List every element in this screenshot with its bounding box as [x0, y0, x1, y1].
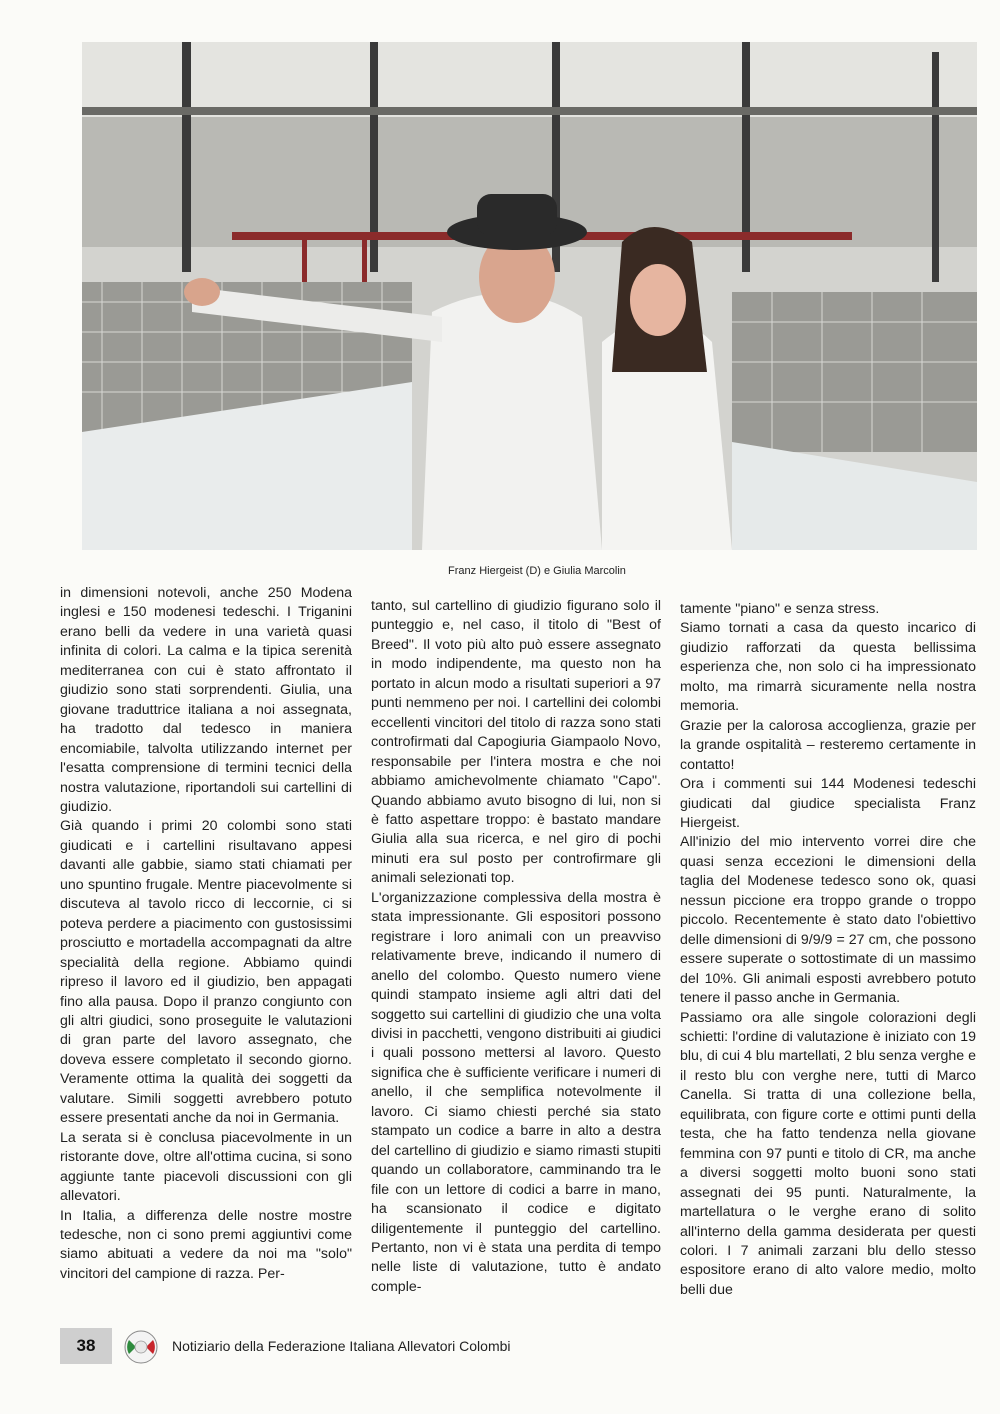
paragraph: tanto, sul cartellino di giudizio figurano solo il punteggio e, nel caso, il titolo di "Best of Breed". Il voto più alto può essere assegnato in modo indipendente, ma questo non ha portato in alcun modo a risultati superiori a 97 punti nemmeno per noi. I cartellini dei colombi eccellenti vincitori del titolo di razza sono stati controfirmati dal Capogiuria Giampaolo Novo, responsabile per l'intera mostra e che noi abbiamo amichevolmente chiamato "Capo". Quando abbiamo avuto bisogno di lui, non si è fatto aspettare troppo: è bastato mandare Giulia alla sua ricerca, e nel giro di pochi minuti era sul posto per controfirmare gli animali selezionati top.	[371, 598, 661, 887]
paragraph: Già quando i primi 20 colombi sono stati giudicati e i cartellini risultavano appesi davanti alle gabbie, siamo stati chiamati per uno spuntino frugale. Mentre piacevolmente si discuteva al tavolo ricco di leccornie, ci si poteva perdere a piacimento con gustosissimi prosciutto e mortadella accompagnati da altre specialità della regione. Abbiamo quindi ripreso il lavoro ed il giudizio, ben appagati fino alla pausa. Dopo il pranzo congiunto con gli altri giudici, sono proseguite le valutazioni di gran parte del lavoro assegnato, che doveva essere completato il secondo giorno. Veramente ottima la qualità dei soggetti da valutare. Simili soggetti avrebbero potuto essere presentati anche da noi in Germania.	[60, 818, 352, 1127]
text-column-1	[60, 584, 352, 1284]
paragraph: Ora i commenti sui 144 Modenesi tedeschi giudicati dal giudice specialista Franz Hiergeist.	[680, 776, 976, 831]
paragraph: La serata si è conclusa piacevolmente in un ristorante dove, oltre all'ottima cucina, si sono aggiunte tante piacevoli discussioni con gli allevatori.	[60, 1129, 352, 1205]
fiac-logo-icon	[124, 1330, 158, 1364]
article-photo	[82, 42, 977, 550]
publication-title: Notiziario della Federazione Italiana Allevatori Colombi	[172, 1338, 511, 1354]
paragraph: Siamo tornati a casa da questo incarico di giudizio rafforzati da questa bellissima esperienza che, non solo ci ha impressionato molto, ma rimarrà sicuramente nella nostra memoria.	[680, 620, 976, 715]
page-footer	[58, 1328, 978, 1368]
paragraph: L'organizzazione complessiva della mostra è stata impressionante. Gli espositori possono registrare i loro animali con un preavviso relativamente breve, indicando il numero di anello del colombo. Questo numero viene quindi stampato insieme agli altri dati del soggetto sui cartellini di giudizio che una volta divisi in pacchetti, vengono distribuiti ai giudici i quali possono mettersi al lavoro. Questo significa che è sufficiente verificare i numeri di anello, il che semplifica notevolmente il lavoro. Ci siamo chiesti perché sia stato stampato un codice a barre in alto a destra del cartellino di giudizio e siamo rimasti stupiti quando un collaboratore, camminando tra le file con un lettore di codici a barre in mano, ha scansionato il codice e digitato diligentemente il punteggio del cartellino. Pertanto, non vi è stata una perdita di tempo nelle liste di valutazione, tutto è andato comple-	[371, 889, 661, 1295]
text-column-3	[680, 600, 976, 1300]
text-column-2	[371, 597, 661, 1297]
page-number: 38	[60, 1328, 112, 1364]
paragraph: All'inizio del mio intervento vorrei dire che quasi senza eccezioni le dimensioni della taglia del Modenese tedesco sono ok, quasi nessun piccione era troppo grande o troppo piccolo. Recentemente è stato dato l'obiettivo delle dimensioni di 9/9/9 = 27 cm, che possono essere superate o sottostimate di un massimo del 10%. Gli animali esposti avrebbero potuto tenere il passo anche in Germania.	[680, 834, 976, 1007]
paragraph: In Italia, a differenza delle nostre mostre tedesche, non ci sono premi aggiuntivi come siamo abituati a vedere da noi ma "solo" vincitori del campione di razza. Per-	[60, 1207, 352, 1282]
paragraph: in dimensioni notevoli, anche 250 Modena inglesi e 150 modenesi tedeschi. I Triganini erano belli da vedere in una varietà quasi infinita di colori. La calma e la tipica serenità mediterranea con cui è stato affrontato il giudizio sono stati sorprendenti. Giulia, una giovane traduttrice italiana a noi assegnata, ha tradotto dal tedesco in maniera encomiabile, talvolta utilizzando internet per l'esatta comprensione di termini tecnici della nostra valutazione, riportandoli sui cartellini di giudizio.	[60, 585, 352, 815]
paragraph: Passiamo ora alle singole colorazioni degli schietti: l'ordine di valutazione è iniziato con 19 blu, di cui 4 blu martellati, 2 blu senza verghe e il resto blu con verghe nere, tutti di Marco Canella. Si tratta di una collezione bella, equilibrata, con figure corte e ottimi punti della testa, che ha fatto tendenza nella giovane femmina con 97 punti e titolo di CR, ma anche a diversi soggetti molto buoni sono stati assegnati dei 95 punti. Naturalmente, la martellatura o le verghe erano di solito all'interno della gamma desiderata per questi colori. I 7 animali zarzani blu dello stesso espositore erano di alto valore medio, molto belli due	[680, 1009, 976, 1298]
paragraph: tamente "piano" e senza stress.	[680, 601, 880, 617]
photo-image	[82, 42, 977, 550]
photo-caption: Franz Hiergeist (D) e Giulia Marcolin	[448, 565, 626, 577]
paragraph: Grazie per la calorosa accoglienza, grazie per la grande ospitalità – resteremo certamente in contatto!	[680, 717, 976, 773]
